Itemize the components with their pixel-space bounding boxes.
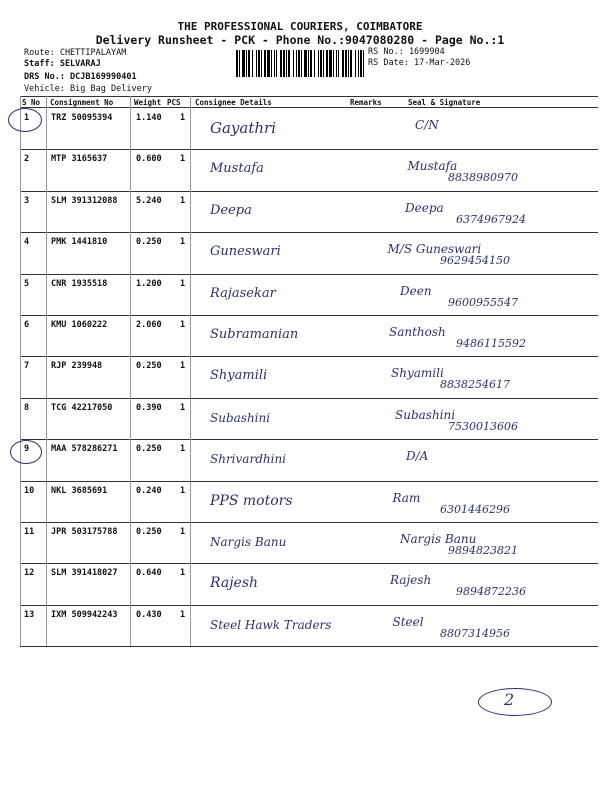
table-cell-consignment: TRZ 50095394 bbox=[51, 113, 113, 123]
table-cell-weight: 0.600 bbox=[136, 154, 162, 165]
handwritten-signature: Ram bbox=[392, 490, 421, 505]
header-bottom-line bbox=[20, 107, 598, 108]
drs-label: DRS No.: DCJB169990401 bbox=[24, 72, 137, 82]
handwritten-consignee-name: Gayathri bbox=[210, 119, 276, 137]
page-number-circle bbox=[478, 688, 552, 716]
table-cell-consignment: TCG 42217050 bbox=[51, 402, 113, 413]
col-header-pcs: PCS bbox=[167, 98, 181, 107]
handwritten-phone: 6374967924 bbox=[456, 212, 526, 226]
table-cell-pcs: 1 bbox=[180, 320, 186, 330]
handwritten-signature: Santhosh bbox=[389, 325, 446, 339]
col-header-weight: Weight bbox=[134, 98, 162, 107]
table-cell-sno: 1 bbox=[24, 113, 30, 123]
handwritten-phone: 9894872236 bbox=[456, 585, 526, 599]
table-cell-pcs: 1 bbox=[180, 444, 186, 455]
handwritten-signature: D/A bbox=[406, 449, 429, 464]
col-header-consignee: Consignee Details bbox=[195, 98, 272, 107]
row-divider bbox=[20, 398, 598, 399]
table-cell-consignment: MAA 578286271 bbox=[51, 444, 118, 455]
staff-label: Staff: SELVARAJ bbox=[24, 59, 101, 69]
table-cell-sno: 6 bbox=[24, 320, 30, 330]
handwritten-signature: Nargis Banu bbox=[400, 532, 477, 546]
table-cell-pcs: 1 bbox=[180, 402, 186, 413]
row-number-circle bbox=[10, 440, 42, 464]
handwritten-phone: 8838980970 bbox=[448, 171, 518, 185]
handwritten-signature: Deen bbox=[400, 283, 432, 298]
handwritten-consignee-name: Rajesh bbox=[210, 575, 259, 592]
row-divider bbox=[20, 605, 598, 606]
table-cell-pcs: 1 bbox=[180, 154, 186, 165]
row-divider bbox=[20, 274, 598, 275]
rs-number: RS No.: 1699904 bbox=[368, 47, 445, 57]
table-cell-weight: 0.250 bbox=[136, 444, 162, 455]
table-cell-weight: 0.240 bbox=[136, 485, 162, 496]
row-divider bbox=[20, 646, 598, 647]
table-cell-consignment: CNR 1935518 bbox=[51, 278, 108, 289]
col-header-seal: Seal & Signature bbox=[408, 98, 481, 107]
table-cell-sno: 9 bbox=[24, 444, 30, 455]
table-cell-pcs: 1 bbox=[180, 361, 186, 372]
table-cell-consignment: SLM 391418027 bbox=[51, 568, 118, 579]
handwritten-consignee-name: Deepa bbox=[210, 202, 252, 218]
row-divider bbox=[20, 439, 598, 440]
table-cell-weight: 1.140 bbox=[136, 113, 162, 123]
handwritten-phone: 9894823821 bbox=[448, 544, 518, 557]
table-cell-sno: 8 bbox=[24, 402, 30, 413]
runsheet-subtitle: Delivery Runsheet - PCK - Phone No.:9047080280 - Page No.:1 bbox=[95, 33, 505, 47]
table-cell-weight: 0.390 bbox=[136, 402, 162, 413]
handwritten-signature: Subashini bbox=[395, 407, 456, 422]
table-cell-pcs: 1 bbox=[180, 527, 186, 537]
table-cell-pcs: 1 bbox=[180, 568, 186, 579]
table-cell-pcs: 1 bbox=[180, 195, 186, 206]
barcode-image bbox=[236, 50, 364, 77]
row-divider bbox=[20, 563, 598, 564]
row-divider bbox=[20, 191, 598, 192]
column-divider bbox=[130, 96, 131, 646]
handwritten-signature: Rajesh bbox=[390, 573, 432, 588]
handwritten-consignee-name: Steel Hawk Traders bbox=[210, 617, 332, 632]
handwritten-signature: C/N bbox=[415, 118, 439, 132]
table-cell-weight: 0.250 bbox=[136, 361, 162, 372]
table-cell-sno: 11 bbox=[24, 527, 35, 537]
row-divider bbox=[20, 356, 598, 357]
table-cell-consignment: MTP 3165637 bbox=[51, 154, 108, 165]
handwritten-consignee-name: Shrivardhini bbox=[210, 452, 287, 467]
table-cell-weight: 0.640 bbox=[136, 568, 162, 579]
handwritten-consignee-name: Nargis Banu bbox=[210, 535, 287, 549]
table-cell-sno: 5 bbox=[24, 278, 30, 289]
handwritten-consignee-name: Mustafa bbox=[210, 161, 264, 177]
table-cell-consignment: RJP 239948 bbox=[51, 361, 103, 372]
table-cell-sno: 12 bbox=[24, 568, 35, 579]
table-cell-weight: 2.060 bbox=[136, 320, 162, 330]
handwritten-consignee-name: Guneswari bbox=[210, 244, 281, 260]
vehicle-label: Vehicle: Big Bag Delivery bbox=[24, 84, 152, 94]
table-cell-consignment: SLM 391312088 bbox=[51, 195, 118, 206]
table-cell-sno: 13 bbox=[24, 609, 35, 620]
table-cell-weight: 1.200 bbox=[136, 278, 162, 289]
row-divider bbox=[20, 522, 598, 523]
handwritten-signature: Shyamili bbox=[391, 366, 444, 381]
column-divider bbox=[46, 96, 47, 646]
col-header-consignment: Consignment No bbox=[50, 98, 114, 107]
table-cell-sno: 2 bbox=[24, 154, 30, 165]
row-number-circle bbox=[8, 108, 42, 132]
rs-date: RS Date: 17-Mar-2026 bbox=[368, 58, 471, 68]
table-top-line bbox=[20, 96, 598, 97]
table-cell-consignment: KMU 1060222 bbox=[51, 320, 108, 330]
row-divider bbox=[20, 315, 598, 316]
table-cell-consignment: NKL 3685691 bbox=[51, 485, 108, 496]
handwritten-signature: Steel bbox=[392, 614, 424, 629]
table-cell-pcs: 1 bbox=[180, 609, 186, 620]
table-cell-pcs: 1 bbox=[180, 113, 186, 123]
table-cell-weight: 0.250 bbox=[136, 237, 162, 248]
handwritten-signature: Deepa bbox=[405, 200, 444, 215]
col-header-sno: S No bbox=[22, 98, 41, 107]
table-cell-sno: 10 bbox=[24, 485, 35, 496]
table-cell-pcs: 1 bbox=[180, 278, 186, 289]
handwritten-consignee-name: Shyamili bbox=[210, 368, 268, 384]
table-cell-pcs: 1 bbox=[180, 485, 186, 496]
table-cell-weight: 0.430 bbox=[136, 609, 162, 620]
handwritten-signature: M/S Guneswari bbox=[387, 242, 482, 257]
handwritten-phone: 9600955547 bbox=[448, 295, 518, 309]
table-cell-sno: 4 bbox=[24, 237, 30, 248]
table-cell-sno: 3 bbox=[24, 195, 30, 206]
row-divider bbox=[20, 149, 598, 150]
table-cell-weight: 0.250 bbox=[136, 527, 162, 537]
col-header-remarks: Remarks bbox=[350, 98, 382, 107]
company-title: THE PROFESSIONAL COURIERS, COIMBATORE bbox=[177, 20, 423, 33]
table-cell-consignment: PMK 1441810 bbox=[51, 237, 108, 248]
handwritten-page-number: 2 bbox=[504, 690, 515, 709]
handwritten-consignee-name: PPS motors bbox=[210, 492, 293, 509]
table-cell-consignment: IXM 509942243 bbox=[51, 609, 118, 620]
row-divider bbox=[20, 481, 598, 482]
row-divider bbox=[20, 232, 598, 233]
route-label: Route: CHETTIPALAYAM bbox=[24, 48, 127, 58]
handwritten-phone: 9486115592 bbox=[456, 337, 526, 350]
handwritten-consignee-name: Subashini bbox=[210, 410, 271, 425]
table-cell-sno: 7 bbox=[24, 361, 30, 372]
handwritten-consignee-name: Rajasekar bbox=[210, 285, 276, 301]
table-cell-pcs: 1 bbox=[180, 237, 186, 248]
column-divider bbox=[20, 96, 21, 646]
handwritten-consignee-name: Subramanian bbox=[210, 327, 299, 342]
handwritten-phone: 7530013606 bbox=[448, 419, 518, 433]
handwritten-phone: 8838254617 bbox=[440, 378, 510, 392]
handwritten-phone: 9629454150 bbox=[440, 254, 510, 268]
table-cell-weight: 5.240 bbox=[136, 195, 162, 206]
table-cell-consignment: JPR 503175788 bbox=[51, 527, 118, 537]
column-divider bbox=[190, 96, 191, 646]
handwritten-phone: 6301446296 bbox=[440, 502, 510, 516]
handwritten-phone: 8807314956 bbox=[440, 626, 510, 640]
handwritten-signature: Mustafa bbox=[407, 159, 458, 174]
